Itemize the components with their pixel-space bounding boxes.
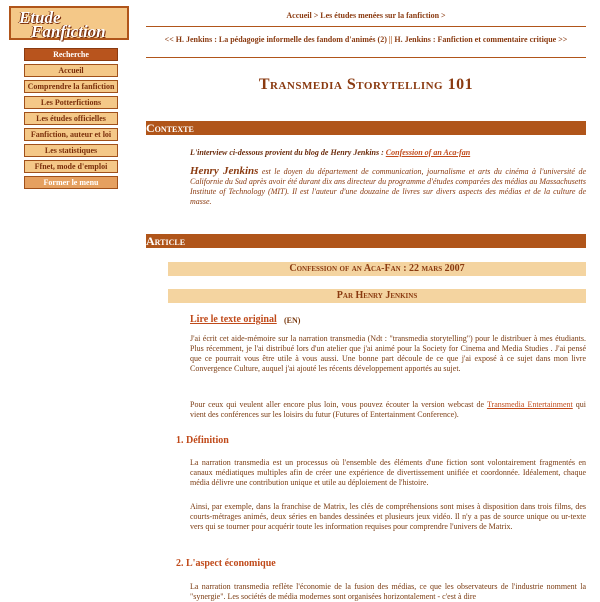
sidebar-item-author-law[interactable]: Fanfiction, auteur et loi: [24, 128, 118, 141]
page-title: Transmedia Storytelling 101: [258, 76, 474, 93]
divider-bottom: [146, 57, 586, 58]
breadcrumb[interactable]: Accueil > Les études menées sur la fanfiction >: [286, 11, 446, 20]
author-bio: [190, 166, 586, 207]
context-intro: [190, 148, 586, 157]
author-name: Henry Jenkins: [190, 165, 259, 177]
site-logo[interactable]: [9, 6, 129, 40]
article-author-banner: Par Henry Jenkins: [168, 289, 586, 303]
article-paragraph-1: J'ai écrit cet aide-mémoire sur la narration transmedia (Ndt : "transmedia storytelling") pour le distribuer à mes étudiants. Plus récemment, je l'ai distribué lors d'un atelier que j'ai animé pour la Society for Cinema and Media Studies . J'ai pensé que ce pourrait vous être utile à vous aussi. Une bonne part découle de ce que j'ai exposé à ce sujet dans mon livre Convergence Culture, auquel j'ai ajouté les récents développement apportés au sujet.: [190, 334, 586, 373]
heading-definition: 1. Définition: [176, 435, 229, 446]
blog-link[interactable]: Confession of an Aca-fan: [385, 148, 471, 157]
prev-next-nav: [146, 34, 586, 45]
p2-suffix: qui vient des conférences sur les loisirs du futur (Futures of Entertainment Conference).: [190, 400, 587, 419]
sidebar-nav: [24, 48, 118, 192]
read-original-link[interactable]: Lire le texte original: [190, 314, 277, 325]
article-paragraph-2: [190, 400, 586, 420]
logo-line-1: Etude: [19, 8, 61, 27]
article-paragraph-5: La narration transmedia reflète l'économie de la fusion des médias, ce que les observateurs de l'industrie nomment la "synergie". Les sociétés de média modernes sont organisées horizontalement - c'est à dire: [190, 582, 586, 601]
section-context-label: Contexte: [146, 121, 194, 135]
sidebar-item-potterfictions[interactable]: Les Potterfictions: [24, 96, 118, 109]
article-paragraph-3: La narration transmedia est un processus où l'ensemble des éléments d'une fiction sont volontairement fragmentés en canaux médiatiques multiples afin de créer une expérience de divertissement unifiée et coordonnée. Idéalement, chaque média délivre une contribution unique et utile au déploiement de l'histoire.: [190, 458, 586, 487]
sidebar-item-official-studies[interactable]: Les études officielles: [24, 112, 118, 125]
intro-prefix: L'interview ci-dessous provient du blog de Henry Jenkins :: [190, 148, 384, 157]
prev-article-link[interactable]: << H. Jenkins : La pédagogie informelle des fandom d'animés (2): [164, 35, 387, 44]
article-paragraph-4: Ainsi, par exemple, dans la franchise de Matrix, les clés de compréhensions sont mises à disposition dans trois films, des courts-métrages animés, deux séries en bandes dessinées et plusieurs jeux vidéo. Il n'y a pas de source unique ou ur-texte vers qui se tourner pour acquérir toute les information requises pour comprendre l'univers de Matrix.: [190, 502, 586, 531]
author-bio-text: est le doyen du département de communication, journalisme et arts du cinéma à l'université de Californie du Sud après avoir été durant dix ans directeur du programme d'études comparées des médias au Massachusetts Institute of Technology (MIT). Il est l'auteur d'une douzaine de livres sur divers aspects des médias et de la culture de masse.: [190, 167, 587, 206]
sidebar-item-search[interactable]: Recherche: [24, 48, 118, 61]
sidebar-item-home[interactable]: Accueil: [24, 64, 118, 77]
section-article-label: Article: [146, 234, 186, 248]
sidebar-item-statistics[interactable]: Les statistiques: [24, 144, 118, 157]
read-original-lang: (EN): [284, 316, 301, 325]
section-context-heading: [146, 121, 586, 135]
logo-line-2: Fanfiction: [31, 22, 106, 41]
sidebar-item-close-menu[interactable]: Former le menu: [24, 176, 118, 189]
nav-separator: ||: [388, 35, 393, 44]
heading-economics: 2. L'aspect économique: [176, 558, 276, 569]
sidebar-item-ffnet[interactable]: Ffnet, mode d'emploi: [24, 160, 118, 173]
sidebar-item-understand[interactable]: Comprendre la fanfiction: [24, 80, 118, 93]
next-article-link[interactable]: H. Jenkins : Fanfiction et commentaire critique >>: [394, 35, 568, 44]
section-article-heading: [146, 234, 586, 248]
webcast-link[interactable]: Transmedia Entertainment: [486, 400, 573, 409]
article-date-banner: Confession of an Aca-Fan : 22 mars 2007: [168, 262, 586, 276]
p2-prefix: Pour ceux qui veulent aller encore plus loin, vous pouvez écouter la version webcast de: [190, 400, 485, 409]
divider-top: [146, 26, 586, 27]
